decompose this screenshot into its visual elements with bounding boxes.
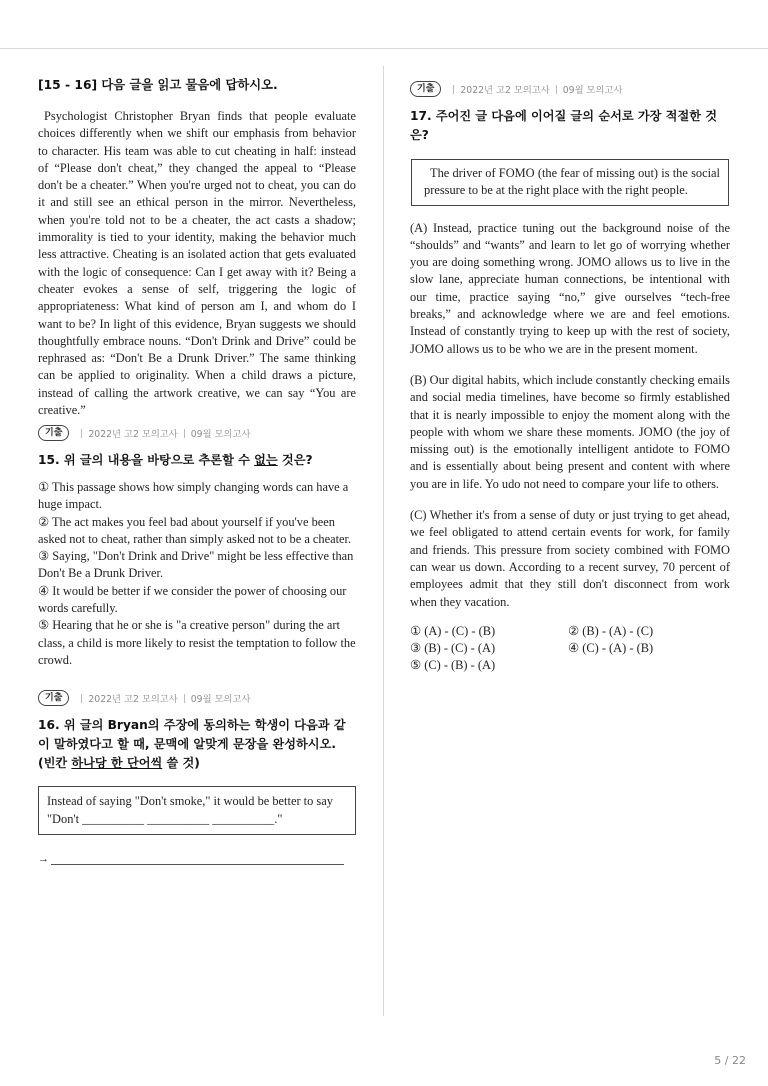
q15-choice-1[interactable]: ① This passage shows how simply changing words can have a huge impact. bbox=[38, 480, 349, 512]
reading-passage bbox=[38, 108, 356, 416]
page-number: 5 / 22 bbox=[714, 1054, 746, 1067]
q15-source-separator bbox=[184, 429, 185, 438]
q15-title-after: 것은? bbox=[277, 453, 313, 467]
q16-source-separator bbox=[184, 694, 185, 703]
q17-option-4[interactable]: ④ (C) - (A) - (B) bbox=[568, 641, 654, 656]
q16-source-year: 2022년 고2 모의고사 bbox=[88, 694, 178, 706]
q15-tag-separator bbox=[81, 429, 82, 438]
q17-paragraph-a: (A) Instead, practice tuning out the background noise of the “shoulds” and “wants” and learn to let go of worrying whether you are doing something wrong. JOMO allows us to live in the slow lane, appreciate human connections, be intentional with our time, practice saying “no,” give ourselves “tech-free breaks,” and acknowledge where we are and feel emotions. Instead of constantly trying to keep up with the rest of society, JOMO allows us to be who we are in the present moment. bbox=[410, 220, 730, 356]
passage-text: Psychologist Christopher Bryan finds that people evaluate choices differently when we shift our emphasis from behavior to character. His team was able to cut cheating in half: instead of “Please don't cheat,” they changed the appeal to “Please don't be a cheater.” When you're urged not to cheat, you can do it and still see an ethical person in the mirror. Nevertheless, when you're told not to be a cheater, the act casts a shadow; immorality is tied to your identity, making the behavior much less attractive. Cheating is an isolated action that gets evaluated with the logic of consequence: Can I get away with it? Being a cheater evokes a sense of self, triggering the logic of appropriateness: What kind of person am I, and whom do I want to be? In light of this evidence, Bryan suggests we should thoughtfully embrace nouns. “Don't Drink and Drive” could be rephrased as: “Don't Be a Drunk Driver.” The same thinking can be applied to originality. When a child draws a picture, instead of calling the artwork creative, we can say “You are creative.” bbox=[38, 109, 356, 418]
q15-title bbox=[38, 451, 356, 470]
column-divider bbox=[383, 66, 384, 1016]
q17-options bbox=[410, 623, 730, 675]
q17-option-1[interactable]: ① (A) - (C) - (B) bbox=[410, 623, 496, 638]
q15-source-month: 09월 모의고사 bbox=[190, 429, 251, 440]
q16-title-underlined: 하나당 한 단어씩 bbox=[71, 756, 163, 771]
q17-paragraph-c: (C) Whether it's from a sense of duty or just trying to get ahead, we feel obligated to attend certain events for work, for family and friends. This pressure from society combined with FOMO can wear us down. According to a recent survey, 70 percent of employees admit that they still don't disconnect from work when they vacation. bbox=[410, 508, 730, 609]
q15-choices bbox=[38, 479, 356, 669]
arrow-icon: → bbox=[38, 852, 49, 865]
left-column bbox=[38, 76, 356, 865]
q17-paragraph-b: (B) Our digital habits, which include constantly checking emails and social media timelines, have become so firmly established that it is nearly impossible to enjoy the moment along with the people with whom we share these moments. JOMO (the joy of missing out) is the emotionally intelligent antidote to FOMO and is essentially about being present and content with where you are in life. Yo udo not need to compare your life to others. bbox=[410, 372, 730, 491]
q15-source-tag bbox=[38, 424, 356, 442]
q17-option-3[interactable]: ③ (B) - (C) - (A) bbox=[410, 641, 496, 656]
q17-tag-separator bbox=[453, 85, 454, 94]
q16-tag-pill: 기출 bbox=[38, 690, 69, 706]
q16-source-tag bbox=[38, 689, 356, 707]
q17-option-5[interactable]: ⑤ (C) - (B) - (A) bbox=[410, 658, 496, 673]
header-rule bbox=[0, 48, 768, 49]
q17-source-tag bbox=[410, 80, 730, 98]
q15-title-before: 15. 위 글의 내용을 바탕으로 추론할 수 bbox=[38, 453, 255, 467]
q16-tag-separator bbox=[81, 694, 82, 703]
q17-paragraphs bbox=[410, 220, 730, 611]
q16-title bbox=[38, 716, 356, 773]
q16-box-line2: "Don't __________ __________ __________." bbox=[47, 811, 283, 826]
q16-title-before: 16. 위 글의 Bryan의 주장에 동의하는 학생이 다음과 같이 말하였다고 할 때, 문맥에 알맞게 문장을 완성하시오. (빈칸 bbox=[38, 718, 346, 771]
q17-source-separator bbox=[556, 85, 557, 94]
q16-box-line1: Instead of saying "Don't smoke," it would be better to say bbox=[47, 794, 333, 809]
q17-tag-pill: 기출 bbox=[410, 81, 441, 97]
q16-prompt-box bbox=[38, 786, 356, 835]
right-column bbox=[410, 80, 730, 675]
q17-source-year: 2022년 고2 모의고사 bbox=[460, 85, 550, 96]
q17-title: 17. 주어진 글 다음에 이어질 글의 순서로 가장 적절한 것은? bbox=[410, 109, 718, 142]
q15-choice-4[interactable]: ④ It would be better if we consider the power of choosing our words carefully. bbox=[38, 583, 347, 616]
q16-answer-line[interactable] bbox=[38, 853, 344, 865]
q15-source-year: 2022년 고2 모의고사 bbox=[88, 429, 178, 440]
q16-answer-blank[interactable] bbox=[51, 855, 344, 865]
section-heading: [15 - 16] 다음 글을 읽고 물음에 답하시오. bbox=[38, 78, 278, 92]
q15-choice-5[interactable]: ⑤ Hearing that he or she is "a creative person" during the art class, a child is more likely to resist the temptation to follow the crowd. bbox=[38, 618, 356, 667]
q15-choice-3[interactable]: ③ Saying, "Don't Drink and Drive" might be less effective than Don't Be a Drunk Driver. bbox=[38, 549, 354, 581]
q17-given-text: The driver of FOMO (the fear of missing out) is the social pressure to be at the right place with the right people. bbox=[424, 166, 720, 198]
q15-tag-pill: 기출 bbox=[38, 425, 69, 441]
q17-option-2[interactable]: ② (B) - (A) - (C) bbox=[568, 623, 654, 638]
q15-choice-2[interactable]: ② The act makes you feel bad about yourself if you've been asked not to cheat, rather than simply asked not to be a cheater. bbox=[38, 514, 352, 546]
q17-given-passage-box bbox=[411, 159, 729, 206]
q16-title-after: 쓸 것) bbox=[162, 756, 200, 771]
q15-title-underlined: 없는 bbox=[254, 453, 278, 467]
q17-source-month: 09월 모의고사 bbox=[562, 85, 623, 96]
q16-source-month: 09월 모의고사 bbox=[190, 694, 251, 706]
